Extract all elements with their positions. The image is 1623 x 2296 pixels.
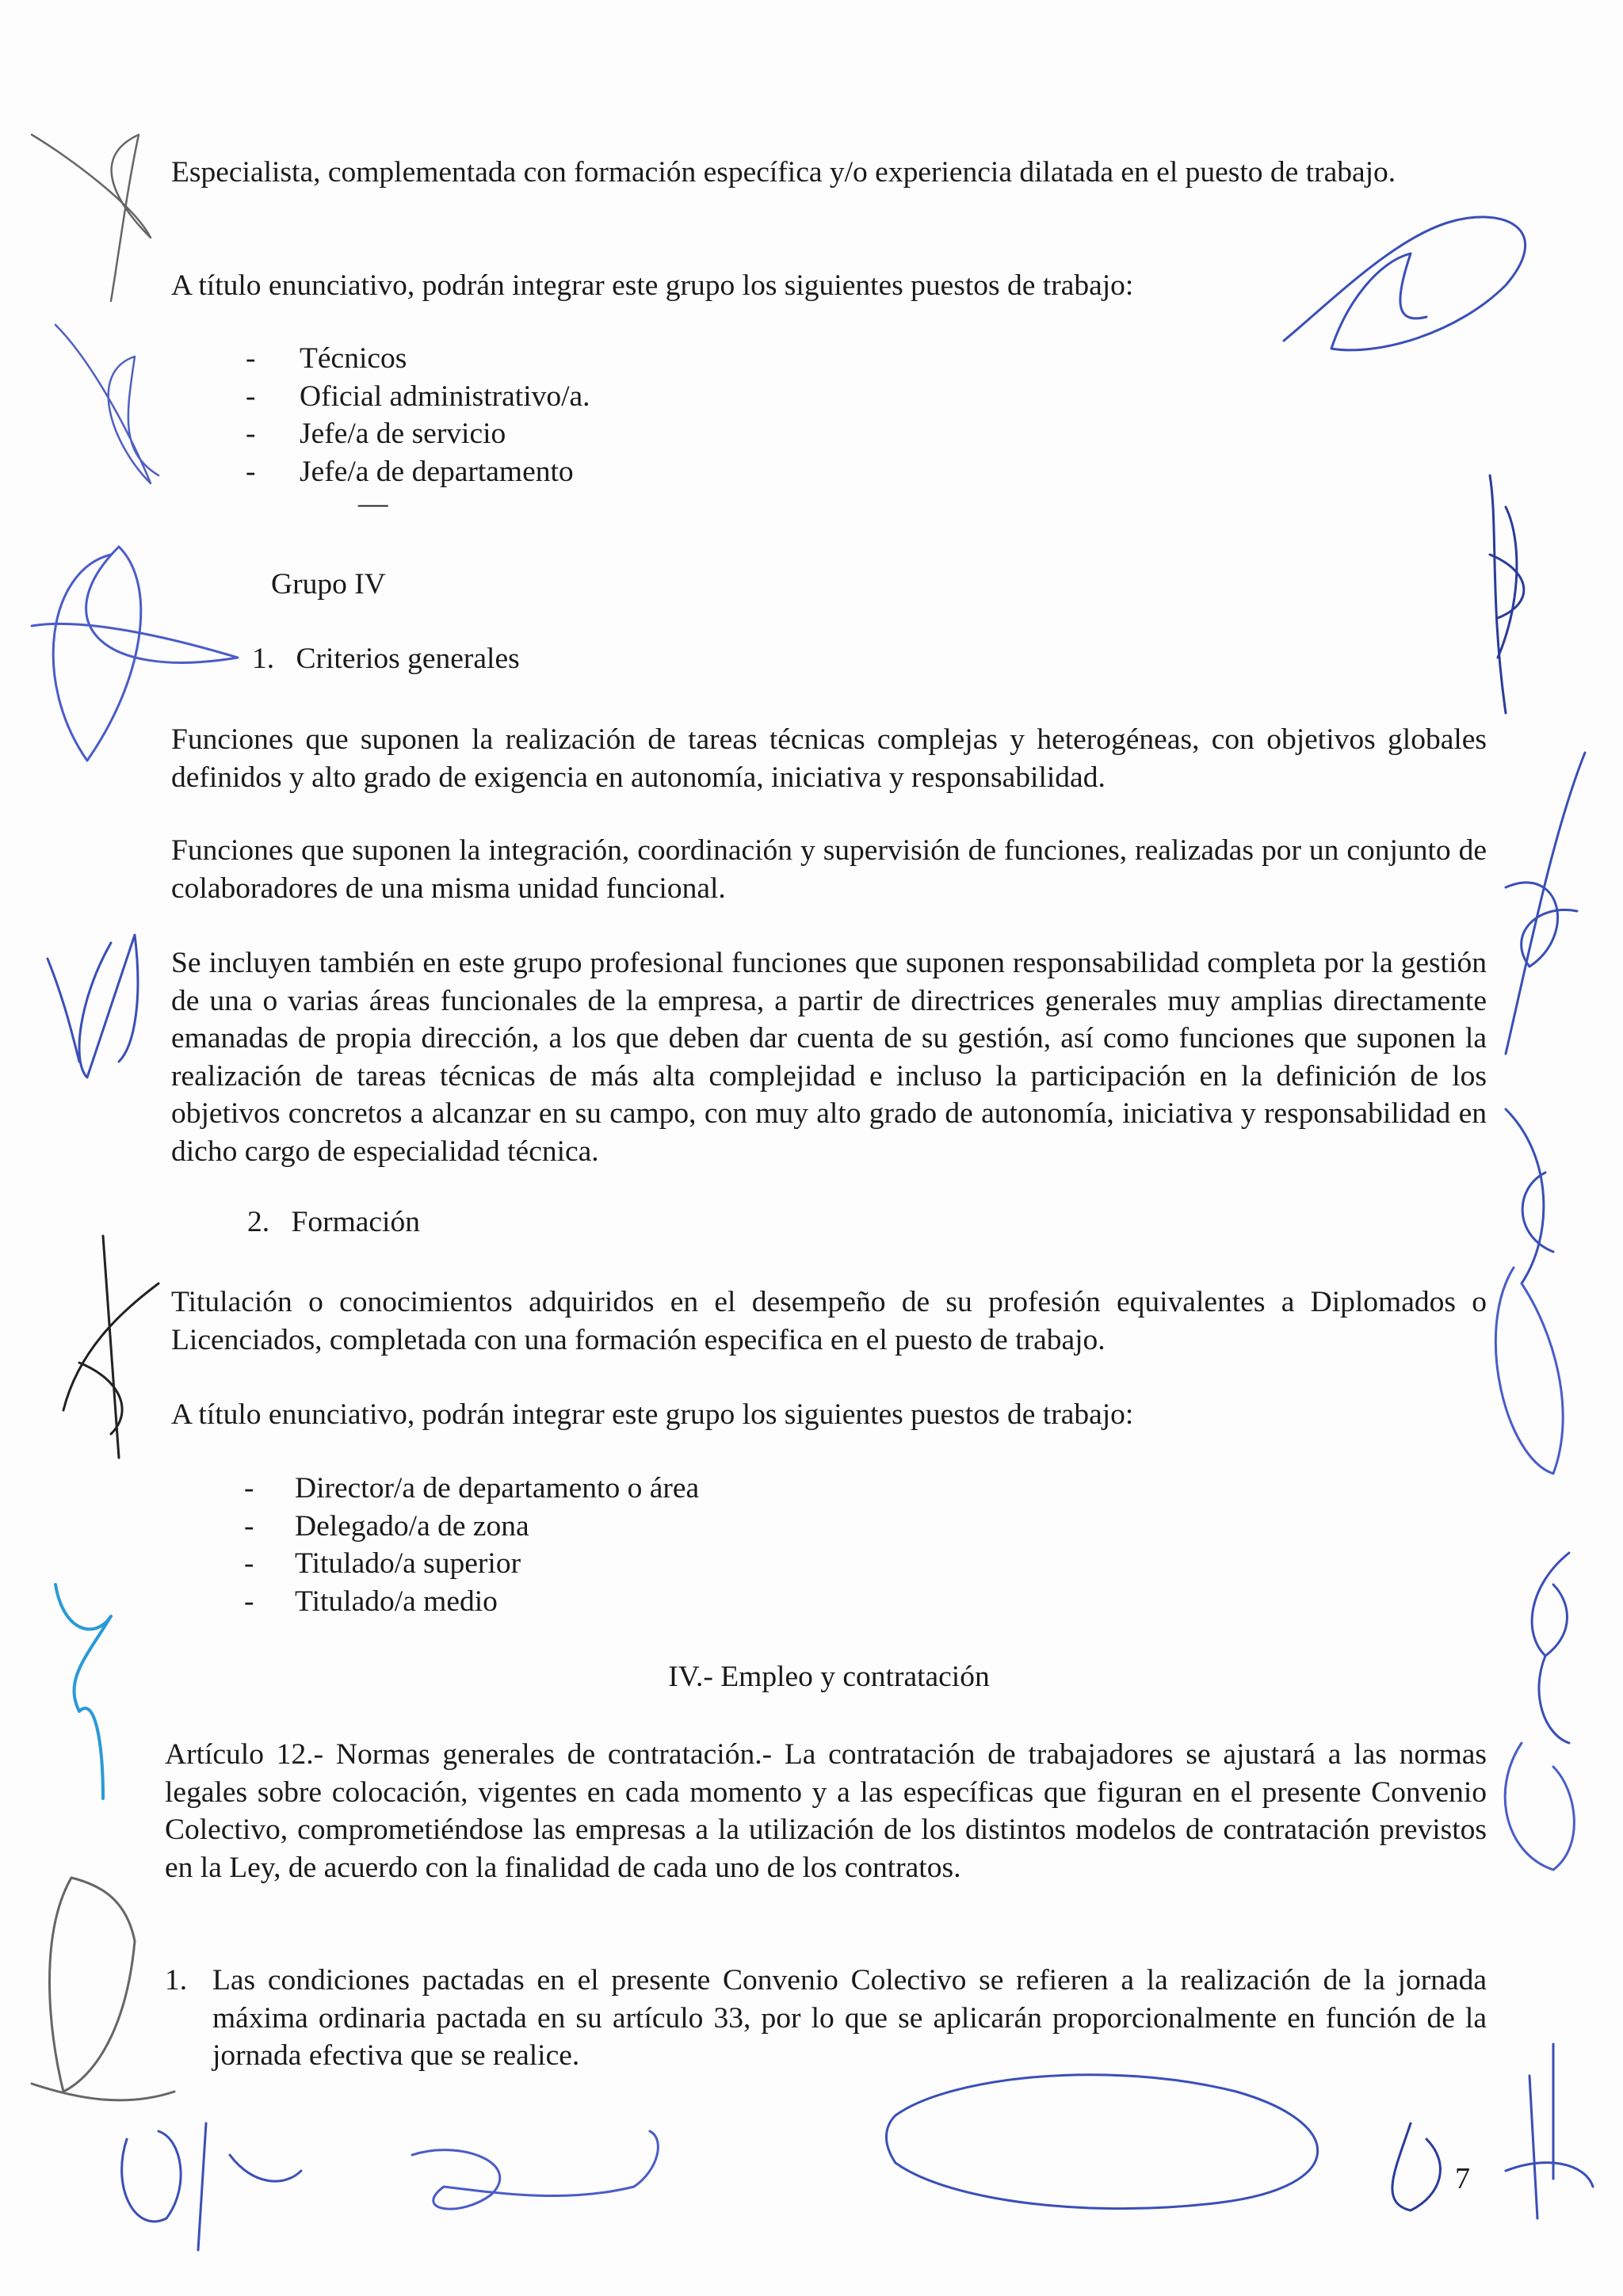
signature-mark <box>63 1236 158 1458</box>
list-item-label: Titulado/a superior <box>295 1547 521 1580</box>
list-dash: - <box>244 1509 254 1543</box>
signature-mark <box>1392 2123 1441 2210</box>
signature-mark <box>55 325 158 483</box>
signature-mark <box>412 2131 658 2209</box>
list-item-label: Titulado/a medio <box>295 1585 498 1618</box>
numbered-item-1 <box>165 1962 1487 2075</box>
list-dash: - <box>246 342 256 375</box>
signature-mark <box>32 1878 174 2100</box>
signature-mark <box>55 1585 111 1798</box>
list-item <box>246 1545 1355 1583</box>
list-dash: - <box>244 1585 254 1618</box>
list-item-label: Técnicos <box>300 342 407 375</box>
signature-mark <box>1490 475 1524 713</box>
signature-mark <box>48 935 138 1077</box>
signature-mark <box>1506 753 1585 1054</box>
list-item-label: Jefe/a de departamento <box>300 455 574 488</box>
signature-mark <box>1506 1109 1553 1283</box>
chapter-heading: IV.- Empleo y contratación <box>668 1661 990 1693</box>
signature-mark <box>1495 1268 1563 1474</box>
list-item <box>246 1470 1355 1508</box>
group4-paragraph-2: Funciones que suponen la integración, coordinación y supervisión de funciones, realizadas por un conjunto de colaboradores de una misma unidad funcional. <box>171 834 1487 905</box>
list-item-label: Director/a de departamento o área <box>295 1472 700 1505</box>
intro-list-lead: A título enunciativo, podrán integrar este grupo los siguientes puestos de trabajo: <box>171 269 1134 302</box>
item-number: 1. <box>165 1964 188 1997</box>
signature-mark <box>886 2075 1317 2209</box>
subsection-criterios <box>252 640 965 678</box>
list-dash: - <box>246 455 256 488</box>
group4-job-list <box>246 1470 1355 1620</box>
signature-mark <box>1506 2044 1593 2218</box>
list-dash: - <box>246 418 256 450</box>
separator-rule: — <box>358 487 388 520</box>
group4-paragraph-4: Titulación o conocimientos adquiridos en el desempeño de su profesión equivalentes a Diplomados o Licenciados, completada con una formación especifica en el puesto de trabajo. <box>171 1286 1487 1356</box>
list-dash: - <box>244 1472 254 1505</box>
list-item-label: Jefe/a de servicio <box>300 418 506 450</box>
list-item-label: Oficial administrativo/a. <box>300 379 590 413</box>
group4-paragraph-1: Funciones que suponen la realización de tareas técnicas complejas y heterogéneas, con objetivos globales definidos y alto grado de exigencia en autonomía, iniciativa y responsabilidad. <box>171 723 1487 794</box>
list-dash: - <box>246 379 256 413</box>
signature-mark <box>1505 1743 1574 1870</box>
subsection-title: Formación <box>291 1206 420 1238</box>
list-item-label: Delegado/a de zona <box>295 1509 529 1543</box>
subsection-title: Criterios generales <box>296 643 520 675</box>
page-number: 7 <box>1455 2162 1470 2195</box>
signature-mark <box>1532 1553 1569 1743</box>
list-item <box>246 415 1361 453</box>
group4-paragraph-3: Se incluyen también en este grupo profesional funciones que suponen responsabilidad completa por la gestión de una o varias áreas funcionales de la empresa, a partir de directrices generales muy amplias directamente emanadas de propia dirección, a los que deben dar cuenta de su gestión, así como funciones que suponen la realización de tareas técnicas de más alta complejidad e incluso la participación en la definición de los objetivos concretos a alcanzar en su campo, con muy alto grado de autonomía, iniciativa y responsabilidad en dicho cargo de especialidad técnica. <box>171 947 1487 1168</box>
item-text: Las condiciones pactadas en el presente Convenio Colectivo se refieren a la realización de la jornada máxima ordinaria pactada en su artículo 33, por lo que se aplicarán proporcionalmente en función de la jornada efectiva que se realice. <box>212 1964 1487 2072</box>
signature-mark <box>32 135 151 301</box>
article-12-paragraph: Artículo 12.- Normas generales de contratación.- La contratación de trabajadores se ajustará a las normas legales sobre colocación, vigentes en cada momento y a las específicas que figuran en el presente Convenio Colectivo, comprometiéndose las empresas a la utilización de los distintos modelos de contratación previstos en la Ley, de acuerdo con la finalidad de cada uno de los contratos. <box>165 1738 1487 1884</box>
group4-paragraph-5: A título enunciativo, podrán integrar este grupo los siguientes puestos de trabajo: <box>171 1398 1134 1431</box>
subsection-formacion <box>247 1203 960 1241</box>
list-dash: - <box>244 1547 254 1580</box>
list-item <box>246 1583 1355 1621</box>
signature-mark <box>122 2123 301 2250</box>
intro-job-list <box>246 340 1361 490</box>
list-item <box>246 340 1361 378</box>
list-item <box>246 1508 1355 1546</box>
list-item <box>246 378 1361 416</box>
intro-paragraph: Especialista, complementada con formación específica y/o experiencia dilatada en el puesto de trabajo. <box>171 156 1396 189</box>
group-heading: Grupo IV <box>271 568 386 601</box>
subsection-number: 1. <box>252 643 275 675</box>
subsection-number: 2. <box>247 1206 270 1238</box>
